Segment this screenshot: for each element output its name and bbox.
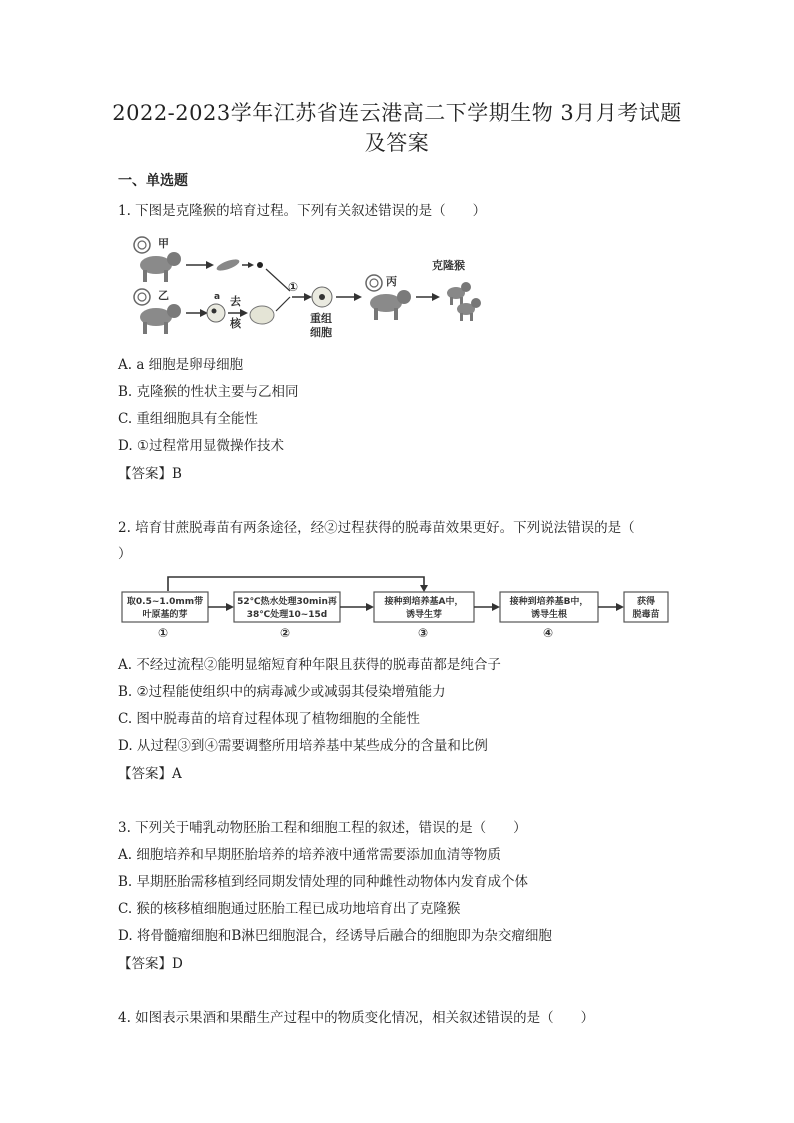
somatic-cell-shape	[215, 257, 240, 273]
flow-box-1	[122, 592, 208, 622]
flow-step-4: ④	[543, 626, 554, 640]
q2-option-c: C. 图中脱毒苗的培育过程体现了植物细胞的全能性	[118, 711, 420, 727]
flow-box-5	[624, 592, 668, 622]
svg-text:52℃热水处理30min再: 52℃热水处理30min再	[237, 597, 337, 607]
svg-text:接种到培养基B中，: 接种到培养基B中，	[509, 597, 589, 607]
svg-text:脱毒苗: 脱毒苗	[632, 610, 660, 620]
q3-option-d: D. 将骨髓瘤细胞和B淋巴细胞混合，经诱导后融合的细胞即为杂交瘤细胞	[118, 928, 552, 944]
svg-text:诱导生芽: 诱导生芽	[405, 610, 443, 620]
flow-step-2: ②	[280, 626, 291, 640]
label-bing: 丙	[386, 275, 397, 288]
svg-text:叶原基的芽: 叶原基的芽	[142, 610, 188, 620]
flow-box-4	[500, 592, 598, 622]
q3-option-c: C. 猴的核移植细胞通过胚胎工程已成功地培育出了克隆猴	[118, 901, 461, 917]
flow-step-3: ③	[418, 626, 429, 640]
q2-stem-line1: 2. 培育甘蔗脱毒苗有两条途径，经②过程获得的脱毒苗效果更好。下列说法错误的是（	[118, 520, 635, 536]
q1-clone-monkey-figure	[128, 225, 500, 345]
svg-text:获得: 获得	[636, 597, 656, 607]
q3-option-b: B. 早期胚胎需移植到经同期发情处理的同种雌性动物体内发育成个体	[118, 874, 529, 890]
q2-option-d: D. 从过程③到④需要调整所用培养基中某些成分的含量和比例	[118, 738, 488, 754]
nucleus-dot	[257, 262, 263, 268]
q1-option-b: B. 克隆猴的性状主要与乙相同	[118, 384, 299, 400]
q2-flowchart	[118, 575, 673, 645]
doc-title-line2: 及答案	[364, 131, 430, 155]
label-jia: 甲	[158, 237, 169, 250]
section-heading: 一、单选题	[118, 173, 188, 189]
q1-stem: 1. 下图是克隆猴的培育过程。下列有关叙述错误的是（ ）	[118, 203, 487, 219]
q2-stem-line2: ）	[118, 546, 132, 562]
q3-option-a: A. 细胞培养和早期胚胎培养的培养液中通常需要添加血清等物质	[118, 847, 501, 863]
label-qu: 去	[230, 295, 241, 308]
label-chongzu: 重组	[310, 312, 332, 325]
label-xibao: 细胞	[310, 326, 332, 339]
label-clone: 克隆猴	[432, 259, 465, 272]
clone-monkeys-icon	[447, 282, 481, 321]
q2-option-b: B. ②过程能使组织中的病毒减少或减弱其侵染增殖能力	[118, 684, 446, 700]
q1-option-a: A. a 细胞是卵母细胞	[118, 357, 244, 373]
enucleated-egg-shape	[250, 306, 274, 324]
label-yi: 乙	[158, 289, 169, 302]
label-he: 核	[230, 317, 241, 330]
svg-text:诱导生根: 诱导生根	[530, 610, 568, 620]
doc-title-line1: 2022-2023学年江苏省连云港高二下学期生物 3月月考试题	[112, 101, 682, 125]
q1-answer: 【答案】B	[118, 466, 182, 482]
svg-text:38℃处理10~15d: 38℃处理10~15d	[246, 610, 328, 620]
flow-step-1: ①	[158, 626, 169, 640]
q4-stem: 4. 如图表示果酒和果醋生产过程中的物质变化情况，相关叙述错误的是（ ）	[118, 1010, 595, 1026]
flow-box-2	[234, 592, 340, 622]
q3-stem: 3. 下列关于哺乳动物胚胎工程和细胞工程的叙述，错误的是（ ）	[118, 820, 527, 836]
q2-answer: 【答案】A	[118, 766, 182, 782]
label-step1: ①	[288, 280, 299, 294]
q1-option-d: D. ①过程常用显微操作技术	[118, 438, 285, 454]
label-a: a	[214, 292, 221, 302]
svg-text:取0.5~1.0mm带: 取0.5~1.0mm带	[126, 597, 204, 607]
oocyte-a-shape	[207, 304, 225, 322]
q1-option-c: C. 重组细胞具有全能性	[118, 411, 258, 427]
q3-answer: 【答案】D	[118, 956, 183, 972]
svg-text:接种到培养基A中，: 接种到培养基A中，	[384, 597, 464, 607]
flow-box-3	[374, 592, 474, 622]
q2-option-a: A. 不经过流程②能明显缩短育种年限且获得的脱毒苗都是纯合子	[118, 657, 501, 673]
